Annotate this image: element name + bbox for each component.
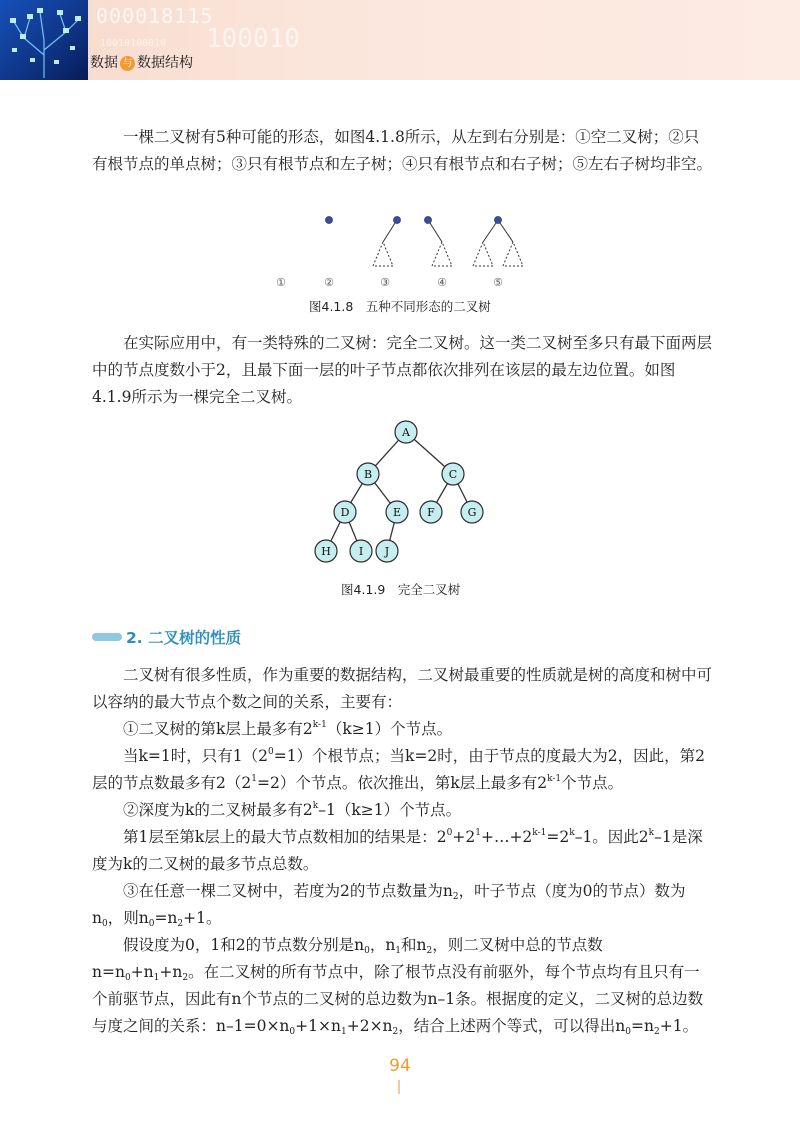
node-label-i: I [358, 545, 364, 558]
property-1: ①二叉树的第k层上最多有$2^{k-1}(k\ge 1)$个节点。 [123, 720, 453, 738]
node-label-g: G [467, 506, 477, 519]
node-label-e: E [392, 506, 402, 519]
binary-decoration-small: 10010100010 [100, 38, 167, 49]
paragraph-complete-tree: 在实际应用中，有一类特殊的二叉树：完全二叉树。这一类二叉树至多只有最下面两层中的节点度数小于2，且最下面一层的叶子节点都依次排列在该层的最左边位置。如图4.1.9所示为一棵完全二叉树。 [92, 334, 713, 406]
node-label-j: J [384, 545, 390, 558]
tree5-root-node [495, 217, 502, 224]
binary-decoration: 000018115 [96, 4, 214, 28]
paragraph-tree-forms: 一棵二叉树有5种可能的形态，如图4.1.8所示，从左到右分别是：①空二叉树；②只有根节点的单点树；③只有根节点和左子树；④只有根节点和右子树；⑤左右子树均非空。 [92, 128, 713, 173]
form-label-5: ⑤ [493, 276, 503, 289]
tree2-root-node [326, 217, 333, 224]
node-label-a: A [402, 426, 410, 439]
node-label-h: H [321, 545, 331, 558]
book-title: 数据 与 数据结构 [90, 55, 193, 71]
circuit-tree-logo-icon [0, 0, 88, 80]
property-3: ③在任意一棵二叉树中，若度为2的节点数量为$n_2$，叶子节点（度为0的节点）数为$n_0$，则$n_0=n_2+1$。 [92, 882, 686, 929]
tree4-root-node [425, 217, 432, 224]
tree3-root-node [394, 217, 401, 224]
form-label-1: ① [276, 276, 286, 289]
section-heading: 2. 二叉树的性质 [126, 629, 242, 647]
node-label-c: C [448, 468, 458, 481]
section-marker-bar [92, 633, 122, 641]
form-label-2: ② [324, 276, 334, 289]
figure-five-tree-forms [265, 208, 545, 294]
form-label-4: ④ [437, 276, 447, 289]
property-1-explanation: 当k=1时，只有$1(2^0=1)$个根节点；当k=2时，由于节点的度最大为2，因此，第2层的节点数最多有$2(2^1=2)$个节点。依次推出，第k层上最多有2$^{k-1}$个节点。 [92, 747, 706, 792]
figure-complete-binary-tree [300, 416, 500, 572]
node-label-d: D [340, 506, 350, 519]
ampersand-badge: 与 [120, 56, 135, 71]
property-2-explanation: 第1层至第k层上的最大节点数相加的结果是：$2^0+2^1+\dots+2^{k-1}=2^k-1$。因此2$^k$–1是深度为k的二叉树的最多节点总数。 [92, 828, 703, 873]
page-number-tick [398, 1080, 400, 1094]
figure-caption-4-1-9: 图4.1.9 完全二叉树 [341, 582, 461, 597]
figure-caption-4-1-8: 图4.1.8 五种不同形态的二叉树 [309, 299, 491, 314]
node-label-f: F [427, 506, 435, 519]
node-label-b: B [363, 468, 373, 481]
page-header [0, 0, 800, 80]
form-label-3: ③ [380, 276, 390, 289]
property-3-proof: 假设度为0，1和2的节点数分别是$n_0$，$n_1$和$n_2$，则二叉树中总的节点数$n=n_0+n_1+n_2$。在二叉树的所有节点中，除了根节点没有前驱外，每个节点均有且只有一个前驱节点，因此有n个节点的二叉树的总边数为n–1条。根据度的定义，二叉树的总边数与度之间的关系：$n-1=0\times n_0+1\times n_1+2\times n_2$，结合上述两个等式，可以得出$n_0=n_2+1$。 [92, 936, 704, 1037]
property-2: ②深度为k的二叉树最多有$2^k-1(k\ge 1)$个节点。 [123, 801, 462, 819]
page-number: 94 [389, 1056, 411, 1076]
binary-decoration-large: 100010 [206, 24, 300, 54]
paragraph-properties-intro: 二叉树有很多性质，作为重要的数据结构，二叉树最重要的性质就是树的高度和树中可以容纳的最大节点个数之间的关系，主要有： [92, 666, 713, 711]
